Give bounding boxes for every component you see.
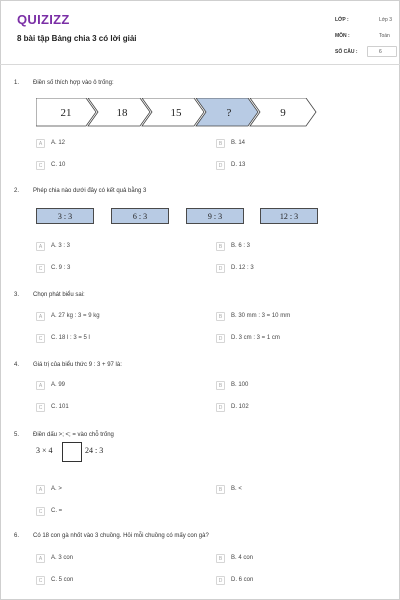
question-1-text: Điền số thích hợp vào ô trống:: [33, 80, 114, 86]
worksheet-header: [10, 8, 393, 64]
question-4-number: 4.: [14, 362, 20, 368]
sequence-value-2: 18: [116, 107, 128, 119]
meta-subject: [335, 33, 397, 45]
meta-grade-value: Lớp 3: [379, 17, 393, 23]
question-2-number: 2.: [14, 188, 20, 194]
sequence-value-3: 15: [170, 107, 182, 119]
meta-subject-label: MÔN :: [335, 33, 350, 39]
expression-box-3: 9 : 3: [186, 208, 244, 224]
question-5-number: 5.: [14, 432, 20, 438]
meta-count-label: SỐ CÂU :: [335, 49, 358, 55]
expression-box-1: 3 : 3: [36, 208, 94, 224]
question-3-number: 3.: [14, 292, 20, 298]
sequence-value-4: ?: [226, 107, 232, 119]
meta-subject-value: Toán: [379, 33, 390, 39]
question-5-text: Điền dấu >; <; = vào chỗ trống: [33, 432, 114, 438]
meta-count-value: 6: [379, 49, 382, 55]
meta-count-box: [367, 46, 397, 57]
question-1-number: 1.: [14, 80, 20, 86]
worksheet-title: 8 bài tập Bảng chia 3 có lời giải: [17, 34, 137, 43]
compare-left: 3 × 4: [36, 446, 53, 455]
expression-box-2: 6 : 3: [111, 208, 169, 224]
question-6-number: 6.: [14, 533, 20, 539]
compare-right: 24 : 3: [85, 446, 104, 455]
sequence-value-5: 9: [280, 107, 286, 119]
question-3-text: Chọn phát biểu sai:: [33, 292, 85, 298]
quizizz-logo: QUIZIZZ: [17, 12, 70, 27]
meta-count: [335, 49, 397, 61]
meta-grade: [335, 17, 397, 29]
answer-blank-box: [62, 442, 82, 462]
header-divider: [0, 64, 400, 65]
question-4-text: Giá trị của biểu thức 9 : 3 + 97 là:: [33, 362, 122, 368]
sequence-value-1: 21: [60, 107, 72, 119]
meta-grade-label: LỚP :: [335, 17, 349, 23]
question-6-text: Có 18 con gà nhốt vào 3 chuồng. Hỏi mỗi chuồng có mấy con gà?: [33, 533, 209, 539]
number-sequence: [36, 98, 326, 128]
question-2-text: Phép chia nào dưới đây có kết quả bằng 3: [33, 188, 147, 194]
expression-box-4: 12 : 3: [260, 208, 318, 224]
